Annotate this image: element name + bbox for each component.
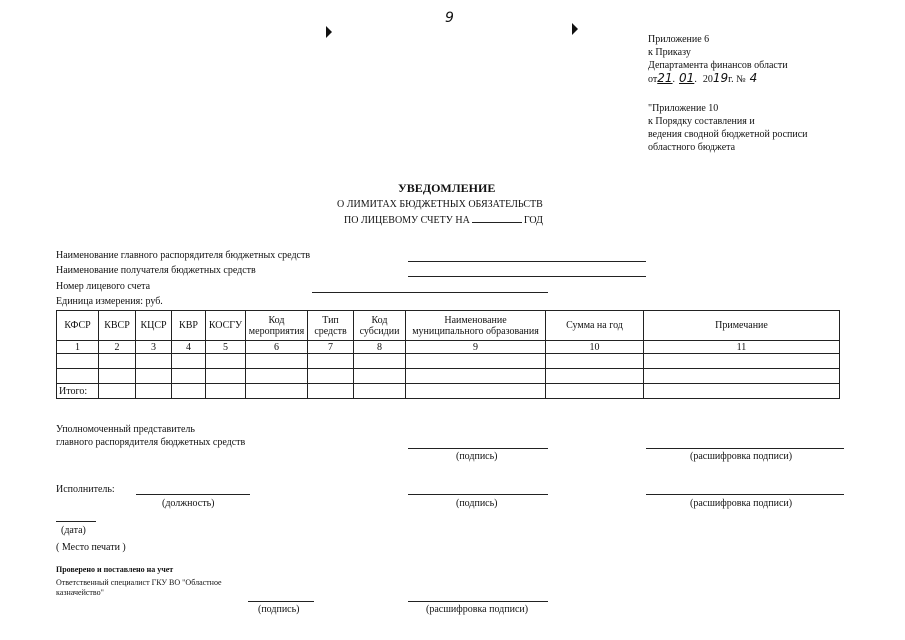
date-prefix: от <box>648 74 658 85</box>
table-header-row <box>57 311 840 341</box>
left-page-mark <box>326 26 332 38</box>
column-number: 4 <box>172 341 206 354</box>
appendix-10-line-1: "Приложение 10 <box>648 103 719 114</box>
unit-label: Единица измерения: руб. <box>56 296 163 307</box>
order-number: 4 <box>749 71 758 85</box>
appendix-10-line-4: областного бюджета <box>648 142 736 153</box>
table-row <box>57 354 840 369</box>
appendix-10-line-3: ведения сводной бюджетной росписи <box>648 129 808 140</box>
executor-signature-caption: (подпись) <box>456 498 498 509</box>
header-event-code: Код мероприятия <box>246 311 308 341</box>
header-kvr: КВР <box>172 311 206 341</box>
verification-line-1: Ответственный специалист ГКУ ВО "Областное <box>56 578 222 587</box>
total-label: Итого: <box>57 384 99 399</box>
executor-signature-line <box>408 494 548 495</box>
column-number: 9 <box>406 341 546 354</box>
executor-label: Исполнитель: <box>56 484 115 495</box>
date-year-suffix: 19 <box>712 71 729 85</box>
title-line-3 <box>344 215 543 227</box>
header-kosgu: КОСГУ <box>206 311 246 341</box>
executor-position-line <box>136 494 250 495</box>
header-funds-type: Тип средств <box>308 311 354 341</box>
representative-label-1: Уполномоченный представитель <box>56 424 195 435</box>
date-suffix: г. № <box>728 74 746 85</box>
representative-signature-caption: (подпись) <box>456 451 498 462</box>
appendix-6-line-3: Департамента финансов области <box>648 60 788 71</box>
appendix-6-line-2: к Приказу <box>648 47 691 58</box>
column-number: 2 <box>99 341 136 354</box>
executor-decoding-line <box>646 494 844 495</box>
right-page-mark <box>572 23 578 35</box>
recipient-underline <box>408 276 646 277</box>
verification-decoding-line <box>408 601 548 602</box>
representative-decoding-line <box>646 448 844 449</box>
date-line <box>56 521 96 522</box>
column-number: 5 <box>206 341 246 354</box>
account-number-underline <box>312 292 548 293</box>
table-row <box>57 369 840 384</box>
column-number: 1 <box>57 341 99 354</box>
appendix-6-line-1: Приложение 6 <box>648 34 710 45</box>
date-month: 01 <box>679 71 695 85</box>
appendix-6-date-line: от21. 01. 2019г. № 4 <box>648 71 758 85</box>
header-kvsr: КВСР <box>99 311 136 341</box>
verification-signature-caption: (подпись) <box>258 604 300 615</box>
page-number: 9 <box>445 10 454 26</box>
column-number: 7 <box>308 341 354 354</box>
representative-decoding-caption: (расшифровка подписи) <box>690 451 793 462</box>
chief-manager-underline <box>408 261 646 262</box>
verification-title: Проверено и поставлено на учет <box>56 565 174 574</box>
header-municipality-name: Наименование муниципального образования <box>406 311 546 341</box>
limits-table <box>56 310 840 399</box>
header-kcsr: КЦСР <box>136 311 172 341</box>
appendix-10-line-2: к Порядку составления и <box>648 116 755 127</box>
header-subsidy-code: Код субсидии <box>354 311 406 341</box>
document-title: УВЕДОМЛЕНИЕ <box>398 181 496 195</box>
date-day: 21 <box>657 71 673 85</box>
verification-signature-line <box>248 601 314 602</box>
title-line-2: О ЛИМИТАХ БЮДЖЕТНЫХ ОБЯЗАТЕЛЬСТВ <box>337 199 543 210</box>
header-note: Примечание <box>644 311 840 341</box>
header-kfsr: КФСР <box>57 311 99 341</box>
column-number: 6 <box>246 341 308 354</box>
title-line-3-prefix: ПО ЛИЦЕВОМУ СЧЕТУ НА <box>344 215 470 226</box>
representative-label-2: главного распорядителя бюджетных средств <box>56 437 246 448</box>
column-number: 3 <box>136 341 172 354</box>
representative-signature-line <box>408 448 548 449</box>
header-annual-amount: Сумма на год <box>546 311 644 341</box>
table-number-row <box>57 341 840 354</box>
executor-decoding-caption: (расшифровка подписи) <box>690 498 793 509</box>
verification-decoding-caption: (расшифровка подписи) <box>426 604 529 615</box>
recipient-label: Наименование получателя бюджетных средств <box>56 265 256 276</box>
chief-manager-label: Наименование главного распорядителя бюджетных средств <box>56 250 311 261</box>
column-number: 11 <box>644 341 840 354</box>
verification-line-2: казначейство" <box>56 588 104 597</box>
stamp-place-caption: ( Место печати ) <box>56 542 126 553</box>
executor-position-caption: (должность) <box>162 498 215 509</box>
table-total-row <box>57 384 840 399</box>
account-number-label: Номер лицевого счета <box>56 281 151 292</box>
column-number: 10 <box>546 341 644 354</box>
title-line-3-suffix: ГОД <box>523 215 543 226</box>
column-number: 8 <box>354 341 406 354</box>
date-year-prefix: 20 <box>702 74 713 85</box>
date-caption: (дата) <box>61 525 86 536</box>
